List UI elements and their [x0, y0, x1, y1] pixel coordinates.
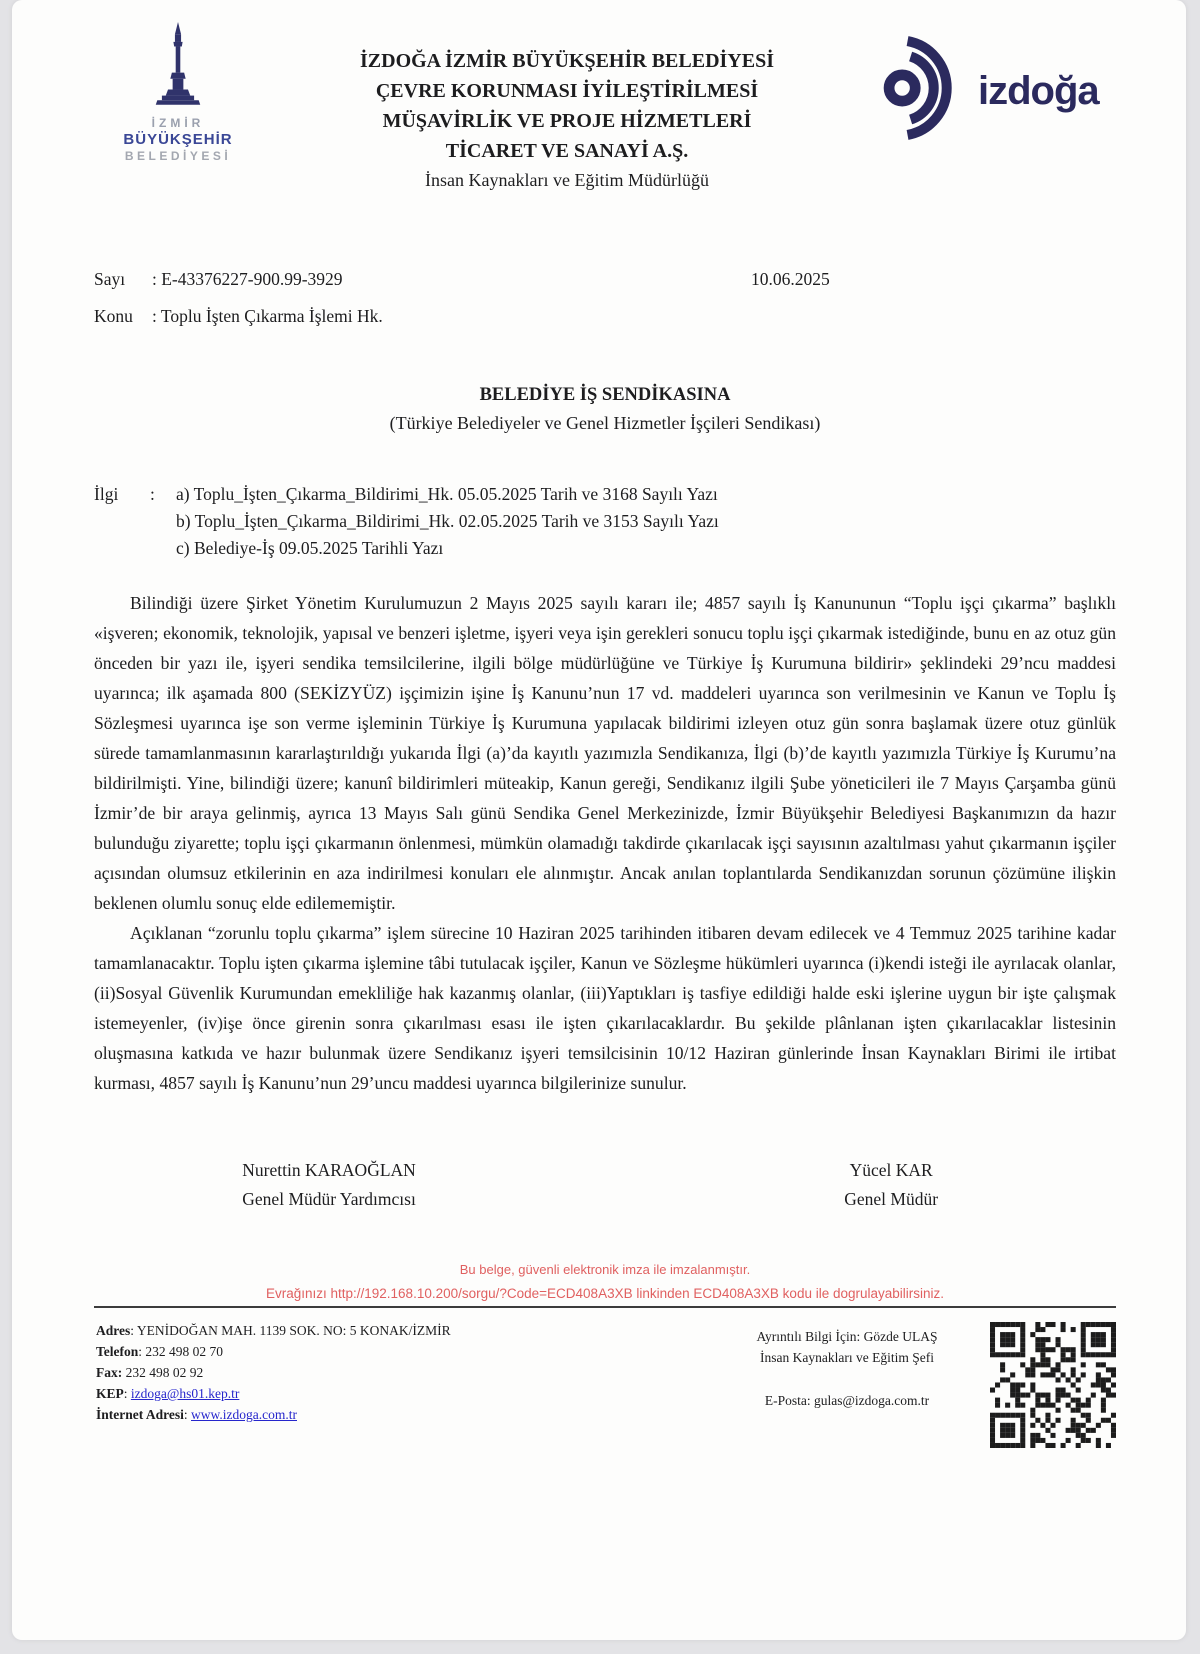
org-title-line1: İZDOĞA İZMİR BÜYÜKŞEHİR BELEDİYESİ	[360, 50, 774, 72]
footer-fax-line	[96, 1362, 722, 1383]
izmir-logo-line2: BÜYÜKŞEHİR	[123, 131, 233, 148]
reference-item-b: b) Toplu_İşten_Çıkarma_Bildirimi_Hk. 02.05.2025 Tarih ve 3153 Sayılı Yazı	[176, 511, 719, 531]
address-value: : YENİDOĞAN MAH. 1139 SOK. NO: 5 KONAK/İZMİR	[130, 1323, 451, 1338]
references-block	[94, 481, 1116, 562]
qr-code	[990, 1322, 1116, 1448]
footer-phone-line	[96, 1341, 722, 1362]
organization-title-block	[258, 18, 876, 194]
footer	[94, 1320, 1116, 1448]
addressee-name: BELEDİYE İŞ SENDİKASINA	[479, 385, 731, 405]
org-department-line: İnsan Kaynakları ve Eğitim Müdürlüğü	[425, 170, 709, 190]
signer-name: Yücel KAR	[849, 1160, 933, 1180]
izmir-municipality-logo	[98, 18, 258, 163]
izdoga-logo	[876, 18, 1116, 142]
kep-label: KEP	[96, 1386, 124, 1401]
signature-left	[94, 1156, 564, 1214]
signature-right	[666, 1156, 1116, 1214]
ilgi-label: İlgi	[94, 484, 119, 504]
org-title-line2: ÇEVRE KORUNMASI İYİLEŞTİRİLMESİ	[375, 80, 759, 102]
kep-link[interactable]: izdoga@hs01.kep.tr	[130, 1386, 240, 1401]
addressee-block	[94, 381, 1116, 437]
org-title-line3: MÜŞAVİRLİK VE PROJE HİZMETLERİ	[382, 110, 752, 132]
letterhead	[94, 18, 1116, 194]
letter-body	[94, 588, 1116, 1098]
document-date: 10.06.2025	[751, 269, 830, 289]
izmir-logo-line1: İZMİR	[151, 116, 205, 130]
konu-label: Konu	[94, 306, 133, 326]
footer-address-line	[96, 1320, 722, 1341]
qr-code-image	[990, 1322, 1116, 1448]
kep-colon: :	[123, 1386, 131, 1401]
fax-value: 232 498 02 92	[122, 1365, 204, 1380]
izdoga-arcs-icon	[876, 34, 976, 142]
website-link[interactable]: www.izdoga.com.tr	[191, 1407, 297, 1422]
ilgi-colon: :	[150, 484, 155, 504]
address-label: Adres	[96, 1323, 131, 1338]
sayi-value: : E-43376227-900.99-3929	[152, 269, 343, 289]
izmir-logo-line3: BELEDİYESİ	[124, 149, 232, 163]
izdoga-wordmark: izdoğa	[978, 68, 1099, 113]
footer-contact-block	[94, 1320, 722, 1448]
body-paragraph-2: Açıklanan “zorunlu toplu çıkarma” işlem sürecine 10 Haziran 2025 tarihinden itibaren devam edilecek ve 4 Temmuz 2025 tarihine kadar tamamlanacaktır. Toplu işten çıkarma işlemine tâbi tutulacak işçiler, Kanun ve Sözleşme hükümleri uyarınca (i)kendi isteği ile ayrılacak olanlar, (ii)Sosyal Güvenlik Kurumundan emekliliğe hak kazanmış olanlar, (iii)Yaptıkları iş tasfiye edildiği halde eski işlerine uygun bir işte çalışmak istemeyenler, (iv)işe önce girenin sonra çıkarılması esası ile işten çıkarılacaklardır. Bu şekilde plânlanan işten çıkarılacaklar listesinin oluşmasına katkıda ve hazır bulunmak üzere Sendikanız işyeri temsilcisinin 10/12 Haziran günlerinde İnsan Kaynakları Birimi ile irtibat kurması, 4857 sayılı İş Kanunu’nun 29’uncu maddesi uyarınca bilgilerinize sunulur.	[94, 923, 1116, 1093]
org-title-line4: TİCARET VE SANAYİ A.Ş.	[445, 140, 689, 162]
addressee-subtitle: (Türkiye Belediyeler ve Genel Hizmetler İşçileri Sendikası)	[389, 413, 821, 433]
phone-label: Telefon	[96, 1344, 139, 1359]
footer-kep-line	[96, 1383, 722, 1404]
web-colon: :	[183, 1407, 192, 1422]
signature-block	[94, 1156, 1116, 1214]
sayi-label: Sayı	[94, 269, 126, 289]
verification-line: Evrağınızı http://192.168.10.200/sorgu/?Code=ECD408A3XB linkinden ECD408A3XB kodu ile dogrulayabilirsiniz.	[265, 1286, 945, 1301]
body-paragraph-1: Bilindiği üzere Şirket Yönetim Kurulumuzun 2 Mayıs 2025 sayılı kararı ile; 4857 sayılı İş Kanununun “Toplu işçi çıkarma” başlıklı «işveren; ekonomik, teknolojik, yapısal ve benzeri işletme, işyeri veya işin gerekleri sonucu toplu işçi çıkarmak istediğinde, bunu en az otuz gün önceden bir yazı ile, işyeri sendika temsilcilerine, ilgili bölge müdürlüğüne ve Türkiye İş Kurumuna bildirir» şeklindeki 29’ncu maddesi uyarınca; ilk aşamada 800 (SEKİZYÜZ) işçimizin işine İş Kanunu’nun 17 vd. maddeleri uyarınca son verilmesinin ve Kanun ve Toplu İş Sözleşmesi uyarınca işe son verme işleminin Türkiye İş Kurumuna yapılacak bildirimi izleyen otuz gün sonra başlamak üzere otuz günlük sürede tamamlanmasının kararlaştırıldığı yukarıda İlgi (a)’da kayıtlı yazımızla Sendikanıza, İlgi (b)’de kayıtlı yazımızla Türkiye İş Kurumu’na bildirilmişti. Yine, bilindiği üzere; kanunî bildirimleri müteakip, Kanun gereği, Sendikanız ilgili Şube yöneticileri ile 7 Mayıs Çarşamba günü İzmir’de bir araya gelinmiş, ayrıca 13 Mayıs Salı günü Sendika Genel Merkezinizde, İzmir Büyükşehir Belediyesi Başkanımızın da hazır bulunduğu ziyarette; toplu işçi çıkarmanın önlenmesi, mümkün olamadığı takdirde çıkarılacak işçi sayısının azaltılması yahut çıkarmanın işçiler açısından olumsuz etkilerinin en aza indirilmesi konuları ele alınmıştır. Ancak anılan toplantılarda Sendikanızdan sorunun çözümüne ilişkin beklenen olumlu sonuç elde edilememiştir.	[94, 593, 1116, 913]
contact-person-line: Ayrıntılı Bilgi İçin: Gözde ULAŞ	[756, 1329, 938, 1344]
signer-title: Genel Müdür	[844, 1189, 939, 1209]
document-meta	[94, 266, 1116, 329]
footer-divider	[94, 1306, 1116, 1308]
clock-tower-icon	[149, 22, 207, 114]
contact-title-line: İnsan Kaynakları ve Eğitim Şefi	[760, 1350, 934, 1365]
footer-info-block	[722, 1320, 972, 1448]
konu-value: : Toplu İşten Çıkarma İşlemi Hk.	[152, 306, 383, 326]
contact-email-line: E-Posta: gulas@izdoga.com.tr	[764, 1393, 930, 1408]
document-page	[12, 0, 1186, 1640]
signer-name: Nurettin KARAOĞLAN	[242, 1160, 416, 1180]
web-label: İnternet Adresi	[96, 1407, 184, 1422]
reference-item-a: a) Toplu_İşten_Çıkarma_Bildirimi_Hk. 05.05.2025 Tarih ve 3168 Sayılı Yazı	[176, 484, 718, 504]
esignature-notice	[94, 1262, 1116, 1301]
fax-label: Fax:	[96, 1365, 123, 1380]
phone-value: : 232 498 02 70	[138, 1344, 224, 1359]
esignature-statement: Bu belge, güvenli elektronik imza ile imzalanmıştır.	[459, 1262, 751, 1277]
signer-title: Genel Müdür Yardımcısı	[242, 1189, 416, 1209]
reference-item-c: c) Belediye-İş 09.05.2025 Tarihli Yazı	[176, 538, 444, 558]
footer-web-line	[96, 1404, 722, 1425]
